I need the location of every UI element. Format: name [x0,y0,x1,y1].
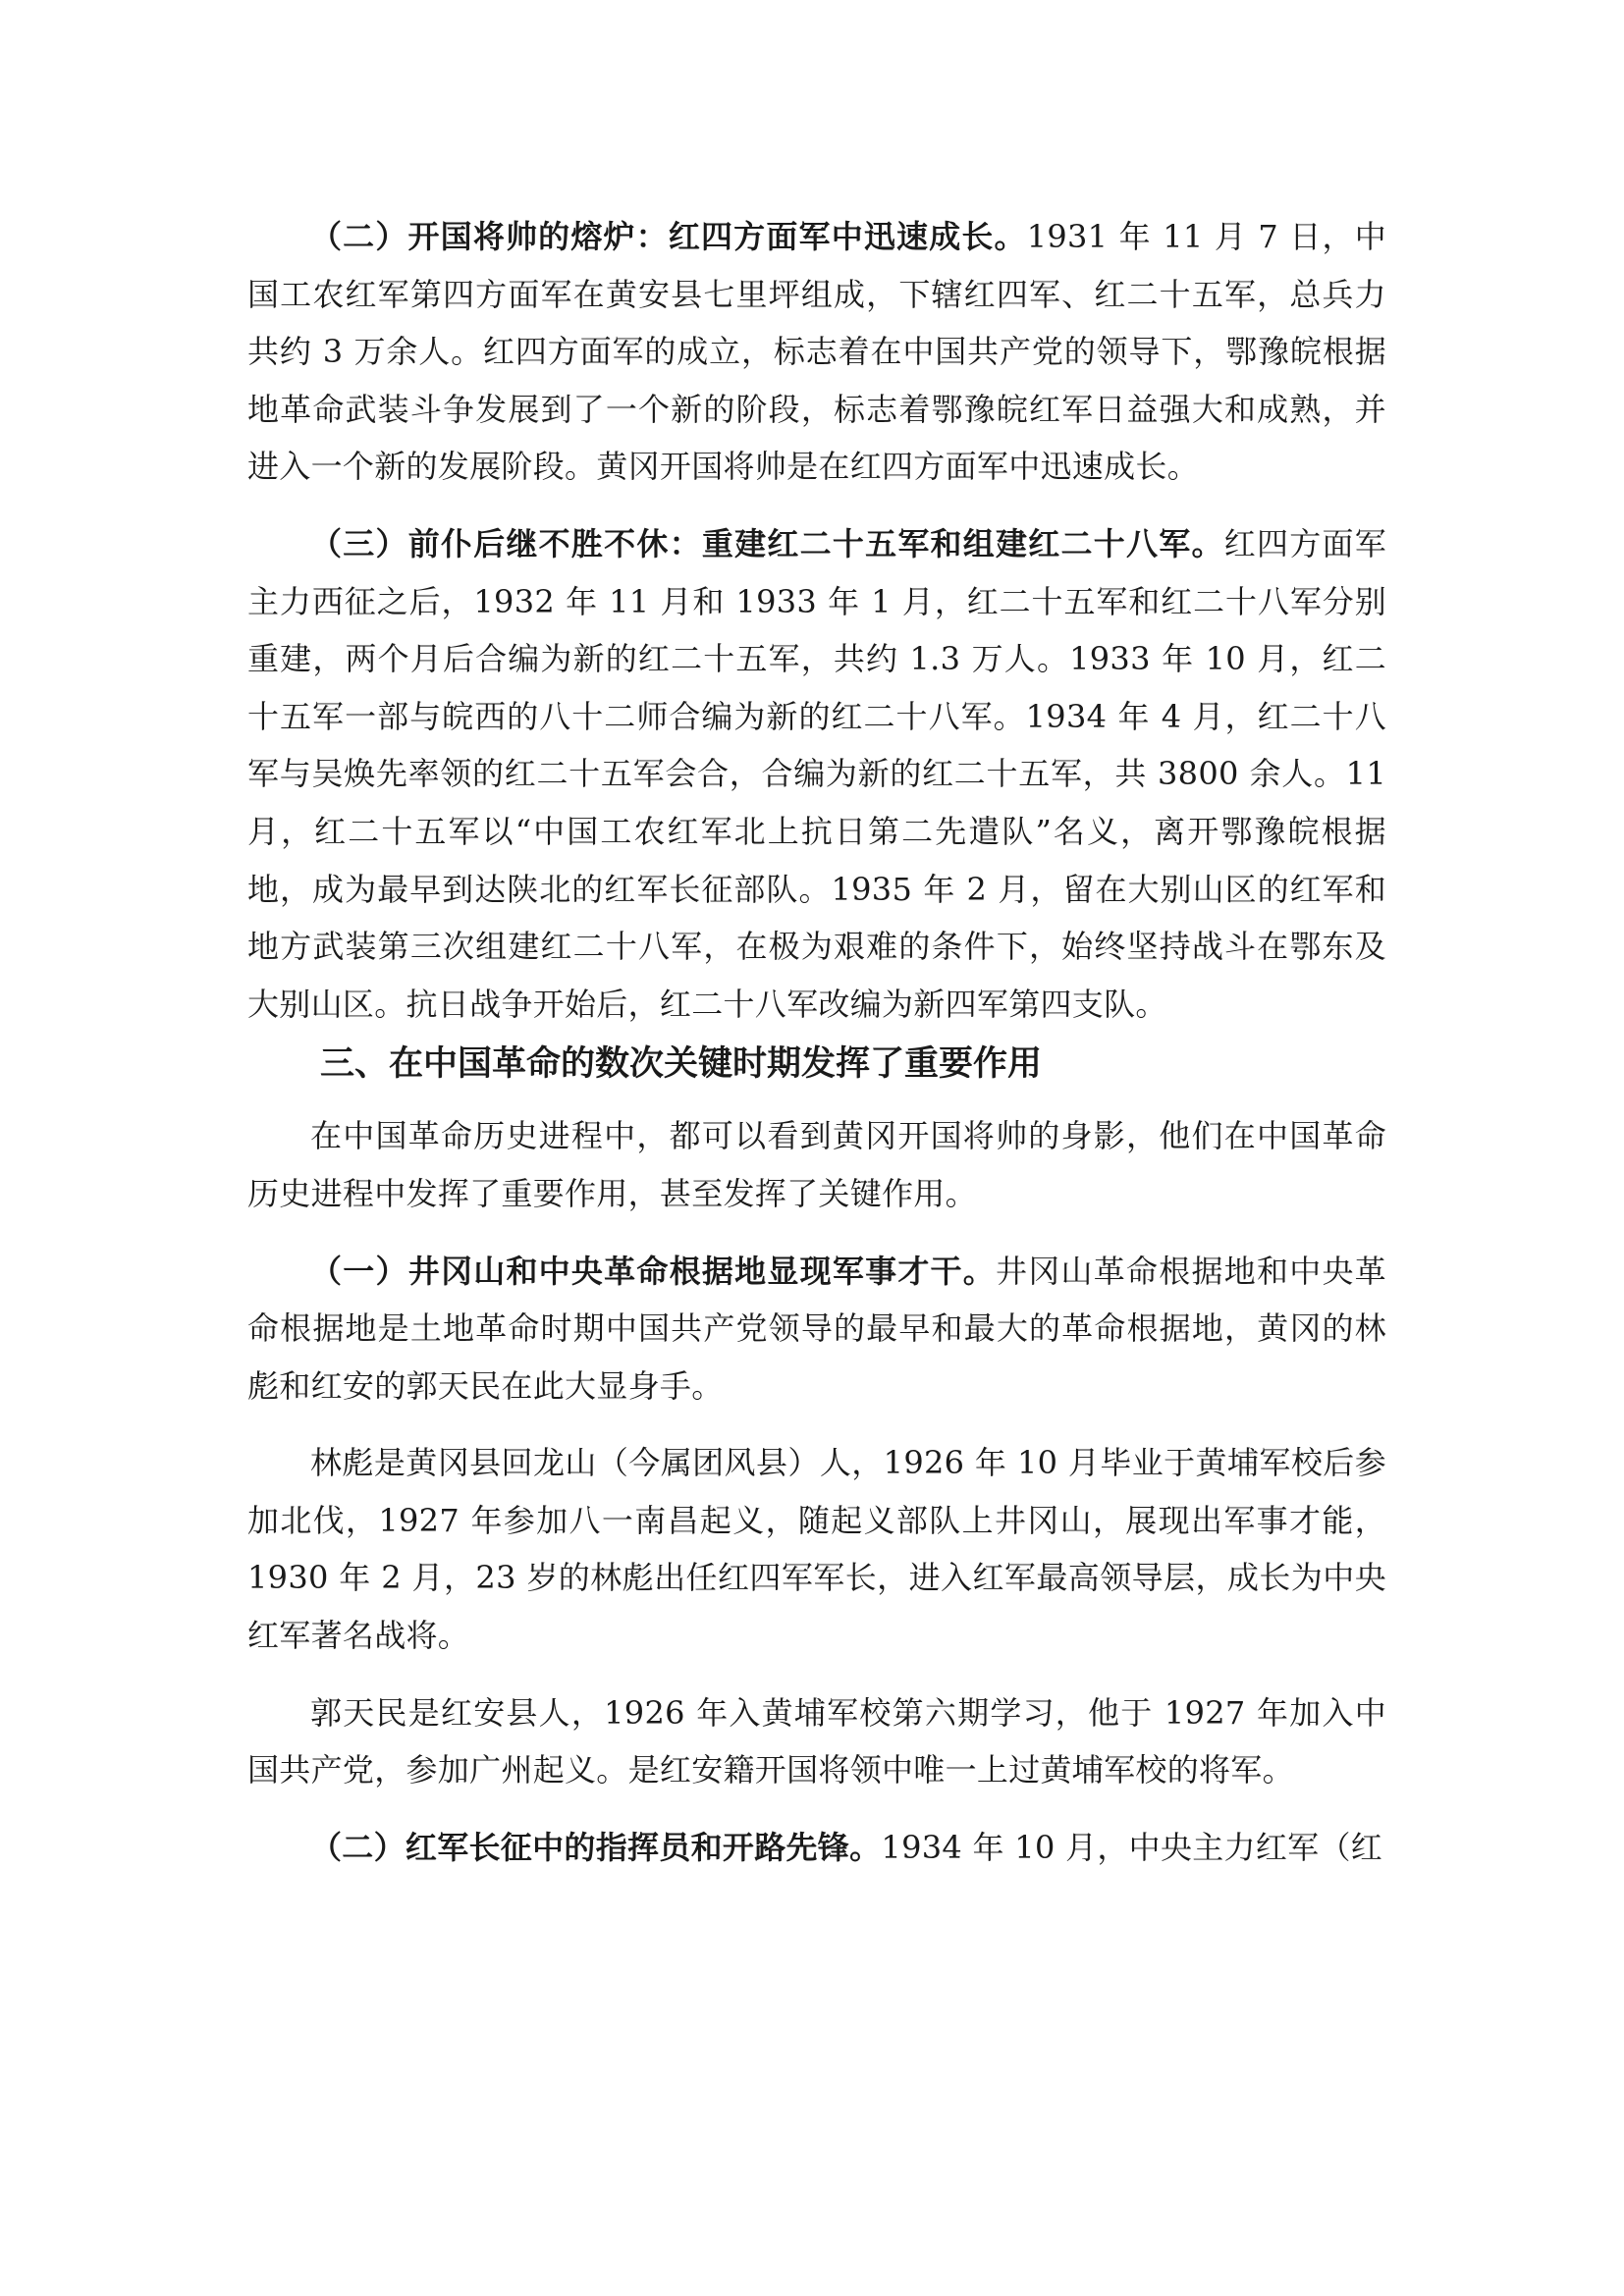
document-page [247,208,1386,1876]
section-lead: （二）开国将帅的熔炉：红四方面军中迅速成长。 [310,218,1027,255]
section-lead: （一）井冈山和中央革命根据地显现军事才干。 [310,1252,997,1290]
paragraph-intro [247,1107,1386,1222]
paragraph-red-fourth-army [247,208,1386,496]
paragraph-text: 1934 年 10 月，中央主力红军（红 [881,1828,1383,1866]
paragraph-jinggangshan [247,1243,1386,1415]
paragraph-gap [247,1799,1386,1819]
section-heading: 三、在中国革命的数次关键时期发挥了重要作用 [320,1044,1043,1085]
paragraph-text: 林彪是黄冈县回龙山（今属团风县）人，1926 年 10 月毕业于黄埔军校后参加北伐，1927 年参加八一南昌起义，随起义部队上井冈山，展现出军事才能，1930 年 2 月，23 岁的林彪出任红四军军长，进入红军最高领导层，成长为中央红军著名战将。 [247,1444,1386,1655]
paragraph-guo-tianmin [247,1684,1386,1799]
paragraph-lin-biao [247,1434,1386,1664]
paragraph-gap [247,1415,1386,1434]
paragraph-text: 郭天民是红安县人，1926 年入黄埔军校第六期学习，他于 1927 年加入中国共产党，参加广州起义。是红安籍开国将领中唯一上过黄埔军校的将军。 [247,1693,1386,1789]
paragraph-gap [247,1665,1386,1684]
paragraph-text: 红四方面军主力西征之后，1932 年 11 月和 1933 年 1 月，红二十五军和红二十八军分别重建，两个月后合编为新的红二十五军，共约 1.3 万人。1933 年 10 月，红二十五军一部与皖西的八十二师合编为新的红二十八军。1934 年 4 月，红二十八军与吴焕先率领的红二十五军会合，合编为新的红二十五军，共 3800 余人。11 月，红二十五军以“中国工农红军北上抗日第二先遣队”名义，离开鄂豫皖根据地，成为最早到达陕北的红军长征部队。1935 年 2 月，留在大别山区的红军和地方武装第三次组建红二十八军，在极为艰难的条件下，始终坚持战斗在鄂东及大别山区。抗日战争开始后，红二十八军改编为新四军第四支队。 [247,524,1386,1023]
paragraph-rebuild-armies [247,515,1386,1033]
paragraph-text: 井冈山革命根据地和中央革命根据地是土地革命时期中国共产党领导的最早和最大的革命根据地，黄冈的林彪和红安的郭天民在此大显身手。 [247,1252,1386,1405]
section-lead: （二）红军长征中的指挥员和开路先锋。 [310,1828,882,1866]
paragraph-text: 1931 年 11 月 7 日，中国工农红军第四方面军在黄安县七里坪组成，下辖红四军、红二十五军，总兵力共约 3 万余人。红四方面军的成立，标志着在中国共产党的领导下，鄂豫皖根据地革命武装斗争发展到了一个新的阶段，标志着鄂豫皖红军日益强大和成熟，并进入一个新的发展阶段。黄冈开国将帅是在红四方面军中迅速成长。 [247,218,1386,486]
paragraph-text: 在中国革命历史进程中，都可以看到黄冈开国将帅的身影，他们在中国革命历史进程中发挥了重要作用，甚至发挥了关键作用。 [247,1117,1386,1212]
paragraph-long-march [247,1819,1386,1877]
section-lead: （三）前仆后继不胜不休：重建红二十五军和组建红二十八军。 [310,524,1224,562]
paragraph-gap [247,496,1386,515]
paragraph-gap [247,1223,1386,1243]
